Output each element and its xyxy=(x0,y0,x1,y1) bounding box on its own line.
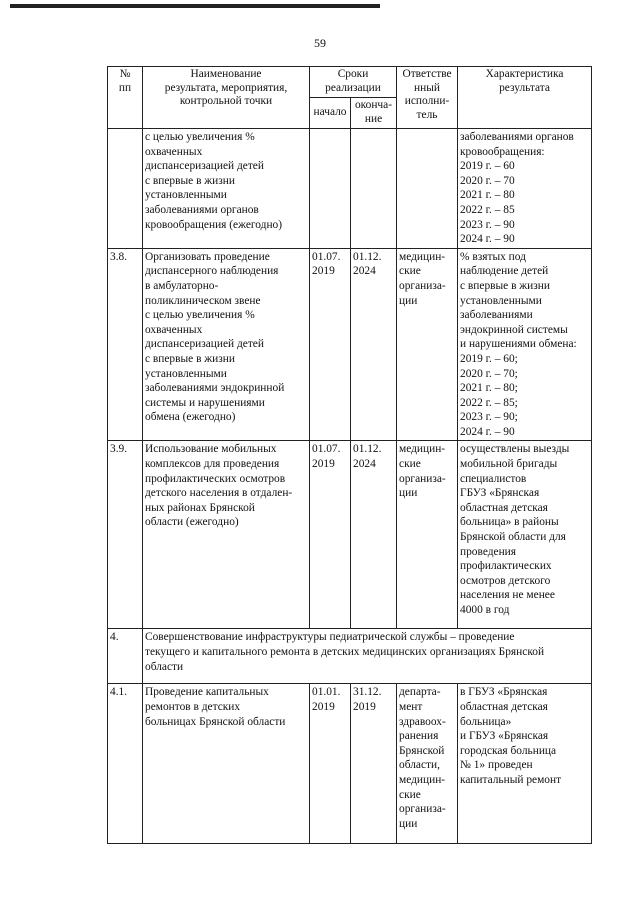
row-start: 01.07. 2019 xyxy=(310,248,351,441)
row-result: % взятых под наблюдение детей с впервые в жизни установленными заболеваниями эндокринной системы и нарушениями обмена: 2019 г. – 60; 2020 г. – 70; 2021 г. – 80; 2022 г. – 85; 2023 г. – 90; 2024 г. – 90 xyxy=(458,248,592,441)
header-terms: Сроки реализации xyxy=(310,67,397,98)
row-start: 01.07. 2019 xyxy=(310,441,351,629)
header-start: начало xyxy=(310,98,351,129)
row-name: с целью увеличения % охваченных диспансеризацией детей с впервые в жизни установленными заболеваниями органов кровообращения (ежегодно) xyxy=(143,129,310,249)
row-end xyxy=(351,129,397,249)
row-name: Организовать проведение диспансерного наблюдения в амбулаторно- поликлиническом звене с целью увеличения % охваченных диспансеризацией детей с впервые в жизни установленными заболеваниями эндокринной системы и нарушениями обмена (ежегодно) xyxy=(143,248,310,441)
row-result: осуществлены выезды мобильной бригады специалистов ГБУЗ «Брянская областная детская больница» в районы Брянской области для проведения профилактических осмотров детского населения не менее 4000 в год xyxy=(458,441,592,629)
scan-artifact-bar xyxy=(10,4,380,8)
header-num: № пп xyxy=(108,67,143,129)
row-num: 4.1. xyxy=(108,684,143,844)
activity-table xyxy=(107,66,592,844)
section-row xyxy=(108,629,592,684)
row-num xyxy=(108,129,143,249)
page-number: 59 xyxy=(314,36,326,50)
table-row xyxy=(108,129,592,249)
row-name: Проведение капитальных ремонтов в детских больницах Брянской области xyxy=(143,684,310,844)
row-start: 01.01. 2019 xyxy=(310,684,351,844)
row-name: Использование мобильных комплексов для проведения профилактических осмотров детского населения в отдален- ных районах Брянской области (ежегодно) xyxy=(143,441,310,629)
row-responsible: медицин- ские организа- ции xyxy=(397,441,458,629)
row-responsible: медицин- ские организа- ции xyxy=(397,248,458,441)
header-responsible: Ответстве нный исполни- тель xyxy=(397,67,458,129)
table-row xyxy=(108,248,592,441)
row-start xyxy=(310,129,351,249)
row-num: 3.9. xyxy=(108,441,143,629)
section-title: Совершенствование инфраструктуры педиатрической службы – проведение текущего и капитального ремонта в детских медицинских организациях Брянской области xyxy=(143,629,592,684)
row-end: 01.12. 2024 xyxy=(351,248,397,441)
section-num: 4. xyxy=(108,629,143,684)
row-result: заболеваниями органов кровообращения: 2019 г. – 60 2020 г. – 70 2021 г. – 80 2022 г. – 85 2023 г. – 90 2024 г. – 90 xyxy=(458,129,592,249)
row-responsible xyxy=(397,129,458,249)
row-responsible: департа- мент здравоох- ранения Брянской области, медицин- ские организа- ции xyxy=(397,684,458,844)
header-name: Наименование результата, мероприятия, контрольной точки xyxy=(143,67,310,129)
row-result: в ГБУЗ «Брянская областная детская больница» и ГБУЗ «Брянская городская больница № 1» проведен капитальный ремонт xyxy=(458,684,592,844)
header-end: оконча- ние xyxy=(351,98,397,129)
header-result: Характеристика результата xyxy=(458,67,592,129)
table-row xyxy=(108,684,592,844)
row-end: 01.12. 2024 xyxy=(351,441,397,629)
row-num: 3.8. xyxy=(108,248,143,441)
table-row xyxy=(108,441,592,629)
row-end: 31.12. 2019 xyxy=(351,684,397,844)
